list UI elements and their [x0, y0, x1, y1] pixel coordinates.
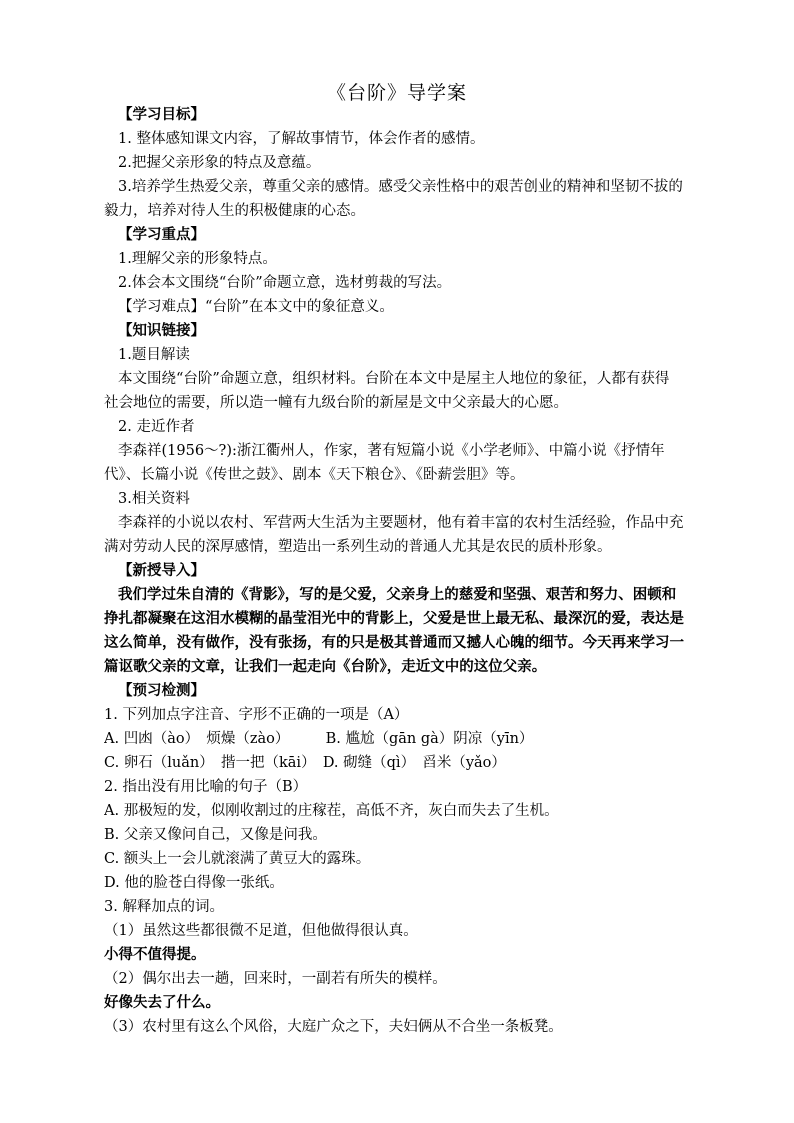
introduction-line-2: 挣扎都凝聚在这泪水模糊的晶莹泪光中的背影上，父爱是世上最无私、最深沉的爱，表达是: [104, 610, 684, 627]
question-2: 2. 指出没有用比喻的句子（B）: [104, 779, 308, 795]
knowledge-subheading-3: 3.相关资料: [118, 491, 190, 507]
section-heading-key-points: 【学习重点】: [118, 226, 205, 243]
question-3-item-1: （1）虽然这些都很微不足道，但他做得很认真。: [104, 923, 418, 939]
objective-2: 2.把握父亲形象的特点及意蕴。: [118, 155, 321, 171]
question-1-options-ab: A. 凹凼（ào） 烦燥（zào） B. 尴尬（gān gà）阴凉（yīn）: [104, 731, 534, 747]
question-3-item-3: （3）农村里有这么个风俗，大庭广众之下，夫妇俩从不合坐一条板凳。: [104, 1019, 563, 1035]
section-heading-introduction: 【新授导入】: [118, 562, 205, 579]
title-reading-line-1: 本文围绕“台阶”命题立意，组织材料。台阶在本文中是屋主人地位的象征，人都有获得: [118, 371, 670, 387]
question-3-answer-2: 好像失去了什么。: [104, 994, 220, 1011]
knowledge-subheading-1: 1.题目解读: [118, 347, 190, 363]
question-3: 3. 解释加点的词。: [104, 899, 224, 915]
section-heading-knowledge: 【知识链接】: [118, 322, 205, 339]
introduction-line-1: 我们学过朱自清的《背影》，写的是父爱，父亲身上的慈爱和坚强、艰苦和努力、困顿和: [118, 586, 677, 603]
objective-3-line-2: 毅力，培养对待人生的积极健康的心态。: [104, 203, 365, 219]
question-2-option-d: D. 他的脸苍白得像一张纸。: [104, 875, 284, 891]
author-line-2: 代》、长篇小说《传世之鼓》、剧本《天下粮仓》、《卧薪尝胆》等。: [104, 467, 525, 483]
author-line-1: 李森祥(1956～?):浙江衢州人，作家，著有短篇小说《小学老师》、中篇小说《抒情年: [118, 443, 665, 459]
key-point-2: 2.体会本文围绕“台阶”命题立意，选材剪裁的写法。: [118, 275, 452, 291]
title-reading-line-2: 社会地位的需要，所以造一幢有九级台阶的新屋是文中父亲最大的心愿。: [104, 395, 568, 411]
question-3-answer-1: 小得不值得提。: [104, 946, 206, 963]
question-2-option-b: B. 父亲又像问自己，又像是问我。: [104, 827, 327, 843]
question-2-option-c: C. 额头上一会儿就滚满了黄豆大的露珠。: [104, 851, 371, 867]
objective-3-line-1: 3.培养学生热爱父亲，尊重父亲的感情。感受父亲性格中的艰苦创业的精神和坚韧不拔的: [118, 179, 683, 195]
difficult-point: 【学习难点】“台阶”在本文中的象征意义。: [118, 299, 394, 315]
question-2-option-a: A. 那极短的发，似刚收割过的庄稼茬，高低不齐，灰白而失去了生机。: [104, 803, 559, 819]
introduction-line-4: 篇讴歌父亲的文章，让我们一起走向《台阶》，走近文中的这位父亲。: [104, 658, 547, 675]
objective-1: 1. 整体感知课文内容，了解故事情节，体会作者的感情。: [118, 131, 485, 147]
question-1-options-cd: C. 卵石（luǎn） 揩一把（kāi） D. 砌缝（qì） 舀米（yǎo）: [104, 755, 506, 771]
introduction-line-3: 这么简单，没有做作，没有张扬，有的只是极其普通而又撼人心魄的细节。今天再来学习一: [104, 634, 684, 651]
key-point-1: 1.理解父亲的形象特点。: [118, 251, 277, 267]
section-heading-preview-test: 【预习检测】: [118, 682, 205, 699]
question-1: 1. 下列加点字注音、字形不正确的一项是（A）: [104, 707, 409, 723]
document-title: 《台阶》导学案: [326, 82, 467, 104]
section-heading-objectives: 【学习目标】: [118, 106, 205, 123]
materials-line-1: 李森祥的小说以农村、军营两大生活为主要题材，他有着丰富的农村生活经验，作品中充: [118, 515, 684, 531]
question-3-item-2: （2）偶尔出去一趟，回来时，一副若有所失的模样。: [104, 971, 447, 987]
knowledge-subheading-2: 2. 走近作者: [118, 419, 195, 435]
materials-line-2: 满对劳动人民的深厚感情，塑造出一系列生动的普通人尤其是农民的质朴形象。: [104, 539, 612, 555]
